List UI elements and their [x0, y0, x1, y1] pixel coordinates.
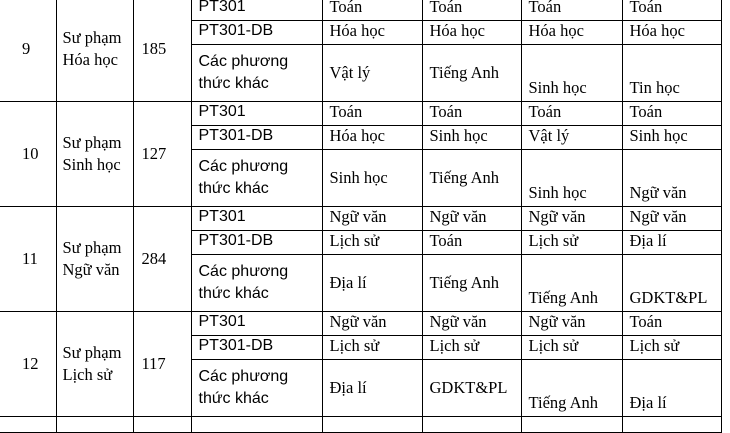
method-cell: Các phương thức khác: [191, 360, 322, 417]
subject-cell: Toán: [422, 231, 521, 255]
table-row: [0, 207, 721, 231]
quota-value: 284: [133, 207, 191, 312]
subject-cell: Ngữ văn: [422, 207, 521, 231]
subject-cell: GDKT&PL: [422, 360, 521, 417]
empty-cell: [0, 417, 56, 433]
empty-cell: [322, 417, 422, 433]
subject-cell: Lịch sử: [521, 336, 622, 360]
method-cell: PT301: [191, 312, 322, 336]
subject-cell: Hóa học: [521, 21, 622, 45]
subject-cell: Hóa học: [622, 21, 721, 45]
subject-cell: Lịch sử: [622, 336, 721, 360]
subject-cell: Vật lý: [322, 45, 422, 102]
quota-value: 117: [133, 312, 191, 417]
subject-cell: Tiếng Anh: [521, 255, 622, 312]
method-cell: PT301-DB: [191, 126, 322, 150]
subject-cell: Sinh học: [622, 126, 721, 150]
method-cell: Các phương thức khác: [191, 255, 322, 312]
subject-cell: Ngữ văn: [622, 150, 721, 207]
table-row: [0, 417, 721, 433]
method-cell: Các phương thức khác: [191, 45, 322, 102]
subject-cell: Hóa học: [322, 21, 422, 45]
subject-cell: Vật lý: [521, 126, 622, 150]
program-name: Sư phạm Ngữ văn: [56, 207, 133, 312]
subject-cell: Sinh học: [422, 126, 521, 150]
row-number: 9: [0, 0, 56, 102]
method-cell: Các phương thức khác: [191, 150, 322, 207]
subject-cell: Địa lí: [322, 360, 422, 417]
subject-cell: Toán: [622, 0, 721, 21]
subject-cell: Địa lí: [622, 231, 721, 255]
program-name: Sư phạm Lịch sử: [56, 312, 133, 417]
subject-cell: Tiếng Anh: [521, 360, 622, 417]
subject-cell: Tin học: [622, 45, 721, 102]
subject-cell: Tiếng Anh: [422, 255, 521, 312]
method-cell: PT301-DB: [191, 21, 322, 45]
quota-value: 127: [133, 102, 191, 207]
program-name: Sư phạm Hóa học: [56, 0, 133, 102]
row-number: 10: [0, 102, 56, 207]
subject-cell: Ngữ văn: [322, 312, 422, 336]
subject-cell: Sinh học: [521, 150, 622, 207]
subject-cell: Hóa học: [322, 126, 422, 150]
subject-cell: Ngữ văn: [422, 312, 521, 336]
subject-cell: Ngữ văn: [622, 207, 721, 231]
subject-cell: Toán: [521, 102, 622, 126]
subject-cell: Toán: [322, 102, 422, 126]
table-row: [0, 102, 721, 126]
row-number: 11: [0, 207, 56, 312]
subject-cell: Lịch sử: [322, 231, 422, 255]
subject-cell: Địa lí: [622, 360, 721, 417]
empty-cell: [191, 417, 322, 433]
empty-cell: [133, 417, 191, 433]
subject-cell: Toán: [521, 0, 622, 21]
method-cell: PT301: [191, 0, 322, 21]
method-cell: PT301-DB: [191, 231, 322, 255]
empty-cell: [422, 417, 521, 433]
subject-cell: Toán: [422, 0, 521, 21]
row-number: 12: [0, 312, 56, 417]
table-row: [0, 312, 721, 336]
subject-cell: Toán: [422, 102, 521, 126]
method-cell: PT301-DB: [191, 336, 322, 360]
empty-cell: [521, 417, 622, 433]
subject-cell: Ngữ văn: [521, 207, 622, 231]
subject-cell: Ngữ văn: [521, 312, 622, 336]
subject-cell: Ngữ văn: [322, 207, 422, 231]
subject-cell: Toán: [622, 102, 721, 126]
quota-value: 185: [133, 0, 191, 102]
empty-cell: [622, 417, 721, 433]
program-name: Sư phạm Sinh học: [56, 102, 133, 207]
subject-cell: Lịch sử: [521, 231, 622, 255]
subject-cell: Toán: [622, 312, 721, 336]
method-cell: PT301: [191, 102, 322, 126]
subject-cell: GDKT&PL: [622, 255, 721, 312]
subject-cell: Địa lí: [322, 255, 422, 312]
table-row: [0, 0, 721, 21]
empty-cell: [56, 417, 133, 433]
method-cell: PT301: [191, 207, 322, 231]
subject-cell: Lịch sử: [422, 336, 521, 360]
subject-cell: Sinh học: [322, 150, 422, 207]
subject-cell: Lịch sử: [322, 336, 422, 360]
subject-cell: Tiếng Anh: [422, 150, 521, 207]
subject-cell: Hóa học: [422, 21, 521, 45]
subject-cell: Sinh học: [521, 45, 622, 102]
subject-cell: Toán: [322, 0, 422, 21]
subject-cell: Tiếng Anh: [422, 45, 521, 102]
